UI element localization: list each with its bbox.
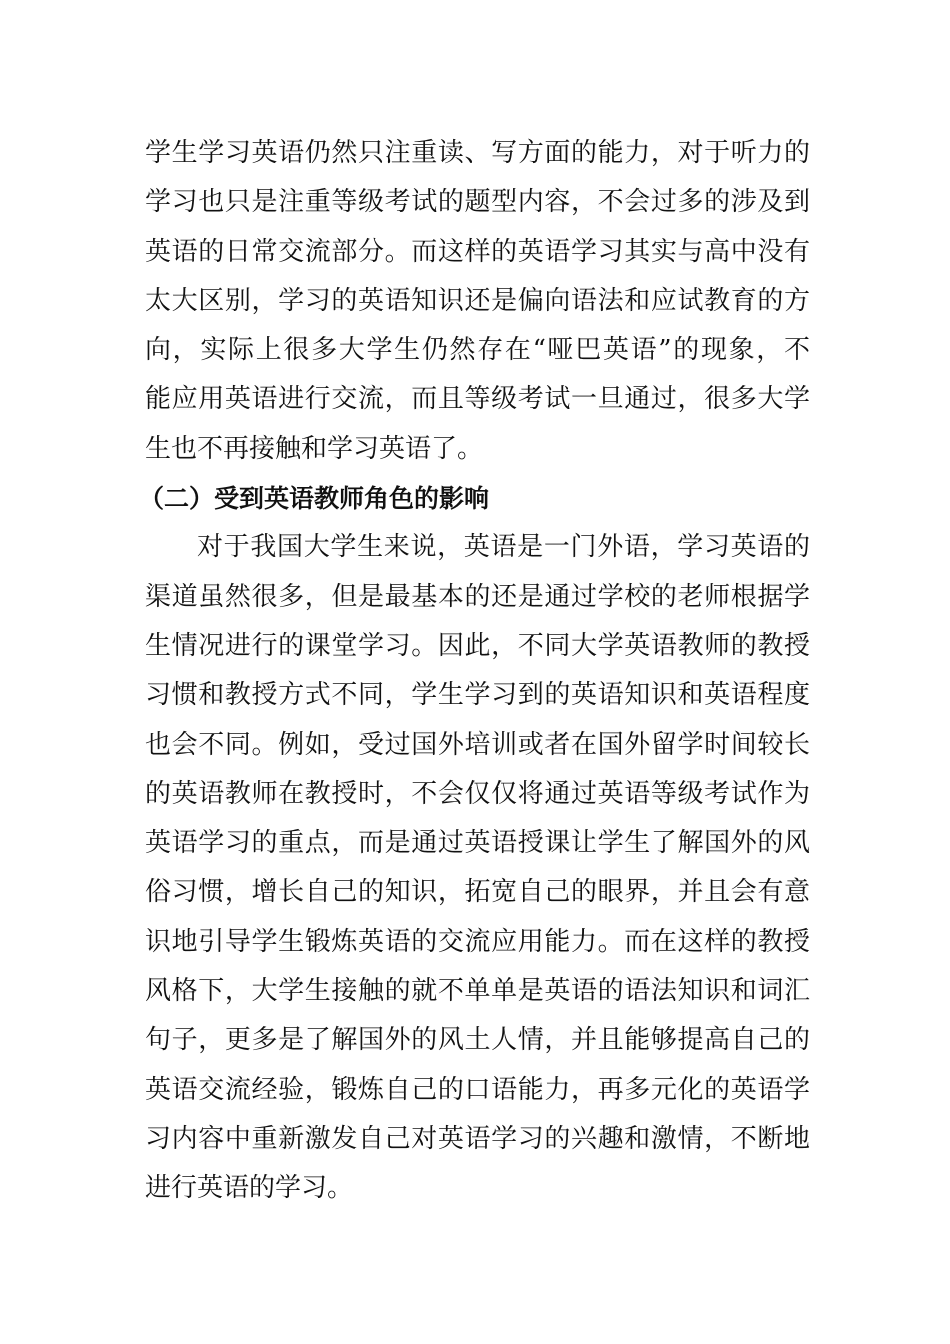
- section-heading: （二）受到英语教师角色的影响: [139, 484, 490, 514]
- paragraph-line: 生也不再接触和学习英语了。: [145, 433, 484, 464]
- paragraph-line: 太大区别，学习的英语知识还是偏向语法和应试教育的方: [145, 285, 810, 316]
- paragraph-line: 学生学习英语仍然只注重读、写方面的能力，对于听力的: [145, 138, 810, 168]
- paragraph-line: 英语学习的重点，而是通过英语授课让学生了解国外的风: [145, 828, 810, 859]
- paragraph-2: [145, 523, 810, 1213]
- paragraph-line: 风格下，大学生接触的就不单单是英语的语法知识和词汇: [145, 976, 810, 1007]
- paragraph-line: 句子，更多是了解国外的风土人情，并且能够提高自己的: [145, 1025, 810, 1056]
- paragraph-line: 学习也只是注重等级考试的题型内容，不会过多的涉及到: [145, 187, 810, 218]
- paragraph-line: 也会不同。例如，受过国外培训或者在国外留学时间较长: [145, 729, 810, 760]
- paragraph-line: 渠道虽然很多，但是最基本的还是通过学校的老师根据学: [145, 581, 810, 612]
- paragraph-line: 对于我国大学生来说，英语是一门外语，学习英语的: [197, 532, 810, 563]
- paragraph-1: [145, 129, 810, 474]
- paragraph-line: 能应用英语进行交流，而且等级考试一旦通过，很多大学: [145, 384, 810, 415]
- paragraph-line: 进行英语的学习。: [145, 1173, 354, 1204]
- paragraph-line: 习惯和教授方式不同，学生学习到的英语知识和英语程度: [145, 680, 810, 711]
- paragraph-line: 生情况进行的课堂学习。因此，不同大学英语教师的教授: [145, 630, 810, 661]
- paragraph-line: 的英语教师在教授时，不会仅仅将通过英语等级考试作为: [145, 778, 810, 809]
- document-body: [139, 129, 810, 1214]
- paragraph-line: 英语的日常交流部分。而这样的英语学习其实与高中没有: [145, 236, 810, 267]
- paragraph-line: 习内容中重新激发自己对英语学习的兴趣和激情，不断地: [145, 1123, 810, 1154]
- paragraph-line: 识地引导学生锻炼英语的交流应用能力。而在这样的教授: [145, 926, 810, 957]
- paragraph-line: 英语交流经验，锻炼自己的口语能力，再多元化的英语学: [145, 1074, 810, 1105]
- paragraph-line: 俗习惯，增长自己的知识，拓宽自己的眼界，并且会有意: [145, 877, 810, 908]
- paragraph-line: 向，实际上很多大学生仍然存在“哑巴英语”的现象，不: [145, 335, 810, 366]
